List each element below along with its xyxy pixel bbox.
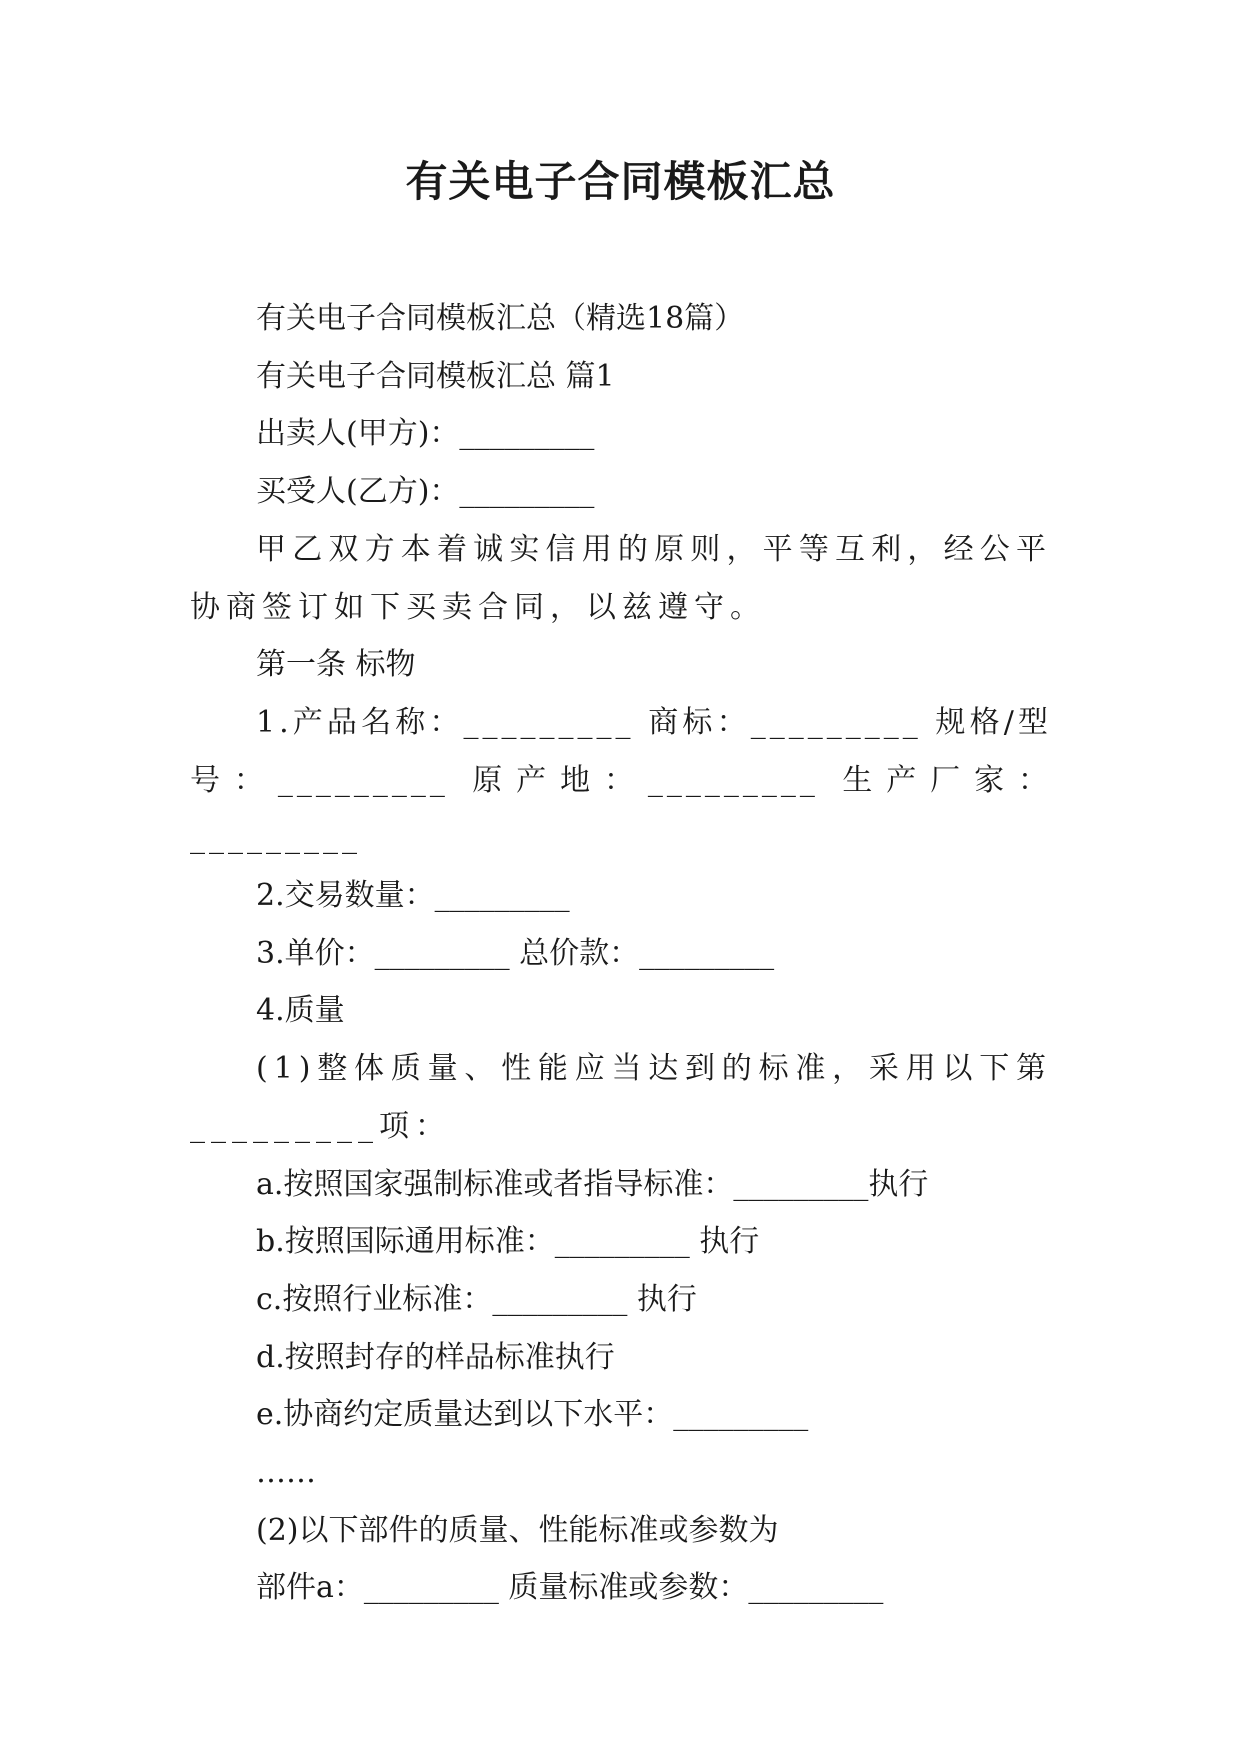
product-info-paragraph: 1.产品名称：_________ 商标：_________ 规格/型号：_________ 原产地：_________ 生产厂家：_________ xyxy=(190,704,1052,856)
subtitle-line: 有关电子合同模板汇总（精选18篇） xyxy=(256,301,745,336)
option-d-line: d.按照封存的样品标准执行 xyxy=(256,1339,615,1375)
option-b-line: b.按照国际通用标准：_________ 执行 xyxy=(256,1224,760,1260)
document-title: 有关电子合同模板汇总 xyxy=(405,157,836,206)
part-a-line: 部件a：_________ 质量标准或参数：_________ xyxy=(256,1570,884,1606)
price-line: 3.单价：_________ 总价款：_________ xyxy=(256,935,775,971)
option-a-line: a.按照国家强制标准或者指导标准：_________执行 xyxy=(256,1166,929,1202)
article-one-heading: 第一条 标物 xyxy=(256,647,416,683)
ellipsis-line: …… xyxy=(256,1455,316,1491)
document-body xyxy=(190,290,1052,1617)
quality-standard-paragraph: (1)整体质量、性能应当达到的标准，采用以下第_________项： xyxy=(190,1051,1052,1144)
quantity-line: 2.交易数量：_________ xyxy=(256,878,570,914)
option-c-line: c.按照行业标准：_________ 执行 xyxy=(256,1281,697,1317)
option-e-line: e.协商约定质量达到以下水平：_________ xyxy=(256,1397,809,1433)
preamble-paragraph: 甲乙双方本着诚实信用的原则，平等互利，经公平协商签订如下买卖合同，以兹遵守。 xyxy=(190,531,1052,625)
parts-standard-line: (2)以下部件的质量、性能标准或参数为 xyxy=(256,1512,779,1548)
seller-line: 出卖人(甲方)：_________ xyxy=(256,416,595,452)
quality-heading: 4.质量 xyxy=(256,993,345,1029)
buyer-line: 买受人(乙方)：_________ xyxy=(256,474,595,510)
section-heading: 有关电子合同模板汇总 篇1 xyxy=(256,358,615,394)
